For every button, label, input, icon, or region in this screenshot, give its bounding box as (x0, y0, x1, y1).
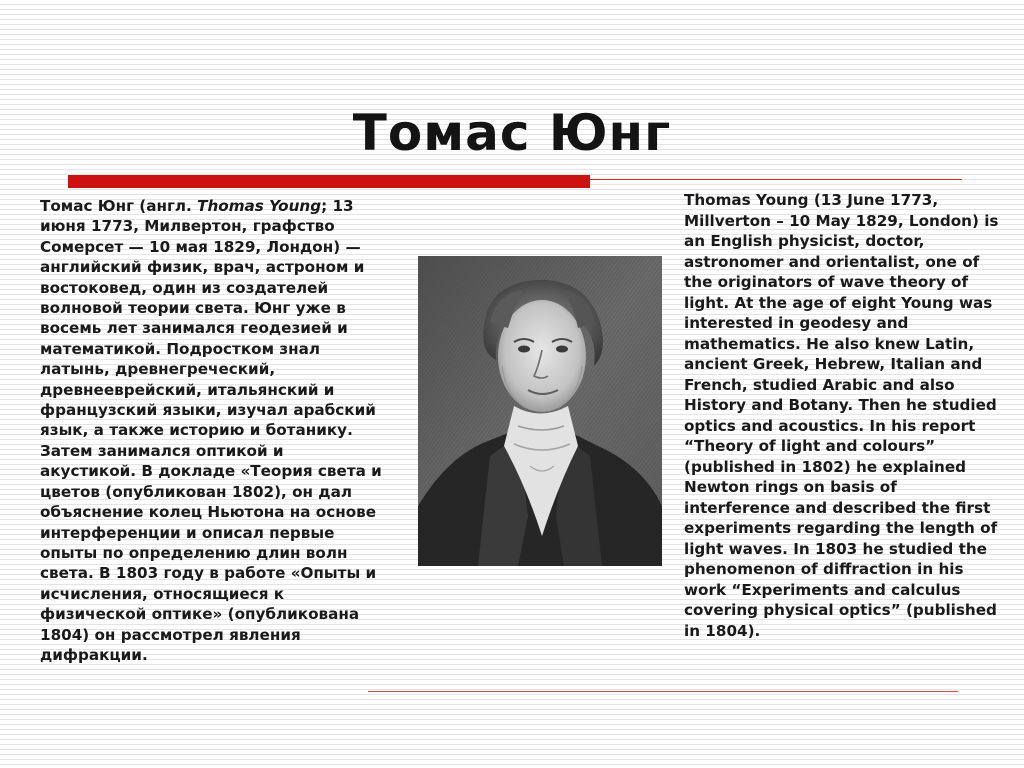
portrait-engraving-graphic (418, 256, 662, 566)
russian-text-english-name: Thomas Young (197, 197, 322, 215)
portrait-image (418, 256, 662, 566)
title-rule-line (590, 179, 962, 180)
russian-biography-text (40, 196, 384, 665)
title-accent-bar (68, 175, 590, 188)
slide-title: Томас Юнг (352, 104, 672, 162)
bottom-rule-line (368, 691, 958, 692)
russian-text-lead: Томас Юнг (англ. (40, 197, 198, 215)
english-biography-text: Thomas Young (13 June 1773, Millverton – 10 May 1829, London) is an English physicist, doctor, astronomer and orientalist, one of the originators of wave theory of light. At the age of eight Young was interested in geodesy and mathematics. He also knew Latin, ancient Greek, Hebrew, Italian and French, studied Arabic and also History and Botany. Then he studied optics and acoustics. In his report “Theory of light and colours” (published in 1802) he explained Newton rings on basis of interference and described the first experiments regarding the length of light waves. In 1803 he studied the phenomenon of diffraction in his work “Experiments and calculus covering physical optics” (published in 1804). (684, 191, 999, 640)
russian-text-rest: ; 13 июня 1773, Милвертон, графство Сомерсет — 10 мая 1829, Лондон) — английский физик, врач, астроном и востоковед, один из создателей волновой теории света. Юнг уже в восемь лет занимался геодезией и математикой. Подростком знал латынь, древнегреческий, древнееврейский, итальянский и французский языки, изучал арабский язык, а также историю и ботанику. Затем занимался оптикой и акустикой. В докладе «Теория света и цветов (опубликован 1802), он дал объяснение колец Ньютона на основе интерференции и описал первые опыты по определению длин волн света. В 1803 году в работе «Опыты и исчисления, относящиеся к физической оптике» (опубликована 1804) он рассмотрел явления дифракции. (40, 197, 382, 664)
